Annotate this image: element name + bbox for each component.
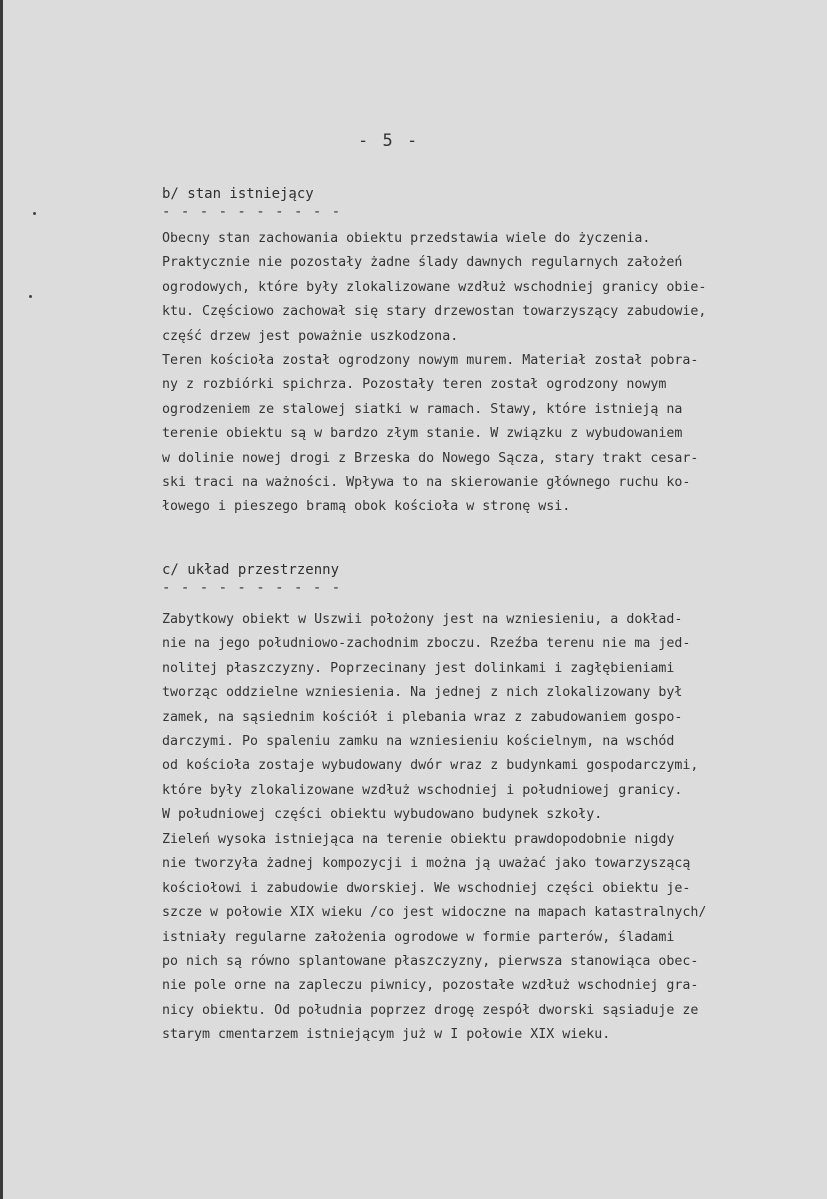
- section-c-paragraph-2: [162, 828, 827, 1048]
- text-line: istniały regularne założenia ogrodowe w formie parterów, śladami: [162, 929, 675, 945]
- text-line: które były zlokalizowane wzdłuż wschodniej i południowej granicy.: [162, 782, 683, 798]
- text-line: tworząc oddzielne wzniesienia. Na jednej z nich zlokalizowany był: [162, 685, 683, 701]
- section-c-heading-underline: - - - - - - - - - -: [162, 580, 342, 596]
- text-line: szcze w połowie XIX wieku /co jest widoczne na mapach katastralnych/: [162, 905, 707, 921]
- text-line: Obecny stan zachowania obiektu przedstawia wiele do życzenia.: [162, 231, 651, 246]
- text-line: w dolinie nowej drogi z Brzeska do Nowego Sącza, stary trakt cesar-: [162, 450, 699, 466]
- text-line: nicy obiektu. Od południa poprzez drogę zespół dworski sąsiaduje ze: [162, 1002, 699, 1018]
- text-line: ogrodowych, które były zlokalizowane wzdłuż wschodniej granicy obie-: [162, 279, 707, 295]
- margin-mark: [29, 295, 32, 298]
- text-line: kościołowi i zabudowie dworskiej. We wschodniej części obiektu je-: [162, 880, 691, 896]
- margin-mark: [33, 212, 36, 215]
- section-b-paragraph-1: [162, 227, 827, 349]
- text-line: darczymi. Po spaleniu zamku na wzniesieniu kościelnym, na wschód: [162, 733, 675, 749]
- text-line: nolitej płaszczyzny. Poprzecinany jest dolinkami i zagłębieniami: [162, 660, 675, 676]
- text-line: Zabytkowy obiekt w Uszwii położony jest na wzniesieniu, a dokład-: [162, 612, 683, 627]
- section-b-heading: b/ stan istniejący: [162, 186, 314, 202]
- text-line: starym cmentarzem istniejącym już w I połowie XIX wieku.: [162, 1027, 611, 1043]
- text-line: po nich są równo splantowane płaszczyzny, pierwsza stanowiąca obec-: [162, 953, 699, 969]
- text-line: łowego i pieszego bramą obok kościoła w stronę wsi.: [162, 499, 571, 515]
- text-line: terenie obiektu są w bardzo złym stanie. W związku z wybudowaniem: [162, 426, 683, 442]
- section-c-paragraph-1: [162, 608, 827, 828]
- page-number: - 5 -: [358, 131, 420, 151]
- section-b-paragraph-2: [162, 349, 827, 520]
- text-line: Zieleń wysoka istniejąca na terenie obiektu prawdopodobnie nigdy: [162, 832, 675, 847]
- text-line: ogrodzeniem ze stalowej siatki w ramach. Stawy, które istnieją na: [162, 401, 683, 417]
- text-line: od kościoła zostaje wybudowany dwór wraz z budynkami gospodarczymi,: [162, 758, 699, 774]
- text-line: W południowej części obiektu wybudowano budynek szkoły.: [162, 807, 603, 823]
- text-line: Teren kościoła został ogrodzony nowym murem. Materiał został pobra-: [162, 353, 699, 368]
- text-line: ski traci na ważności. Wpływa to na skierowanie głównego ruchu ko-: [162, 474, 691, 490]
- text-line: ny z rozbiórki spichrza. Pozostały teren został ogrodzony nowym: [162, 377, 667, 393]
- section-b-heading-underline: - - - - - - - - - -: [162, 204, 342, 220]
- text-line: nie tworzyła żadnej kompozycji i można ją uważać jako towarzyszącą: [162, 856, 691, 872]
- text-line: nie na jego południowo-zachodnim zboczu. Rzeźba terenu nie ma jed-: [162, 636, 691, 652]
- text-line: część drzew jest poważnie uszkodzona.: [162, 328, 459, 344]
- text-line: nie pole orne na zapleczu piwnicy, pozostałe wzdłuż wschodniej gra-: [162, 978, 699, 994]
- text-line: ktu. Częściowo zachował się stary drzewostan towarzyszący zabudowie,: [162, 304, 707, 320]
- section-c-heading: c/ układ przestrzenny: [162, 562, 340, 578]
- text-line: zamek, na sąsiednim kościół i plebania wraz z zabudowaniem gospo-: [162, 709, 683, 725]
- text-line: Praktycznie nie pozostały żadne ślady dawnych regularnych założeń: [162, 255, 683, 271]
